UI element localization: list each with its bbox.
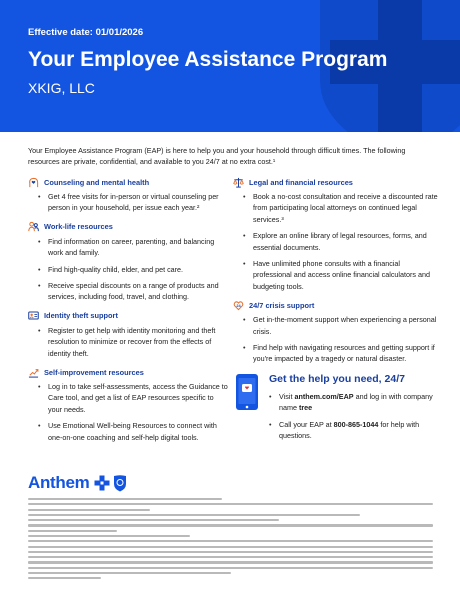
list-item: • Book a no-cost consultation and receive a discounted rate from participating local attorneys on continued legal services.³	[243, 191, 438, 225]
legal-fine-print	[28, 498, 433, 583]
list-item: • Register to get help with identity monitoring and theft resolution to minimize or recover from the effects of identity theft.	[38, 325, 228, 359]
crisis-support-icon	[233, 300, 244, 311]
section-legal-financial	[233, 175, 438, 292]
list-item: • Explore an online library of legal resources, forms, and essential documents.	[243, 230, 438, 253]
section-work-life	[28, 220, 228, 303]
company-code: tree	[298, 403, 313, 413]
section-counseling	[28, 175, 228, 214]
hero-banner	[0, 0, 460, 132]
people-icon	[28, 221, 39, 232]
right-column	[233, 175, 438, 371]
svg-text:24: 24	[236, 303, 241, 308]
section-crisis-support	[233, 298, 438, 365]
section-identity-theft	[28, 309, 228, 359]
brand-logo	[28, 472, 127, 494]
help-title: Get the help you need, 24/7	[269, 373, 405, 385]
list-item: • Find high-quality child, elder, and pet care.	[38, 264, 228, 275]
blue-shield-icon	[113, 475, 127, 492]
scales-icon	[233, 177, 244, 188]
section-title: Legal and financial resources	[249, 177, 353, 187]
eap-website-link[interactable]: anthem.com/EAP	[294, 392, 354, 401]
list-item: • Use Emotional Well-being Resources to connect with one-on-one coaching and self-help digital tools.	[38, 420, 228, 443]
left-column	[28, 175, 228, 449]
section-title: Self-improvement resources	[44, 367, 144, 377]
section-title: Counseling and mental health	[44, 177, 150, 187]
list-item: • Have unlimited phone consults with a financial professional and access online financial calculators and budgeting tools.	[243, 258, 438, 292]
visit-website-item: • Visit anthem.com/EAP and log in with company name tree	[269, 391, 437, 414]
list-item: • Get in-the-moment support when experiencing a personal crisis.	[243, 314, 438, 337]
list-item: • Find information on career, parenting, and balancing work and family.	[38, 236, 228, 259]
growth-icon	[28, 367, 39, 378]
section-title: 24/7 crisis support	[249, 300, 315, 310]
list-item: • Get 4 free visits for in-person or virtual counseling per person in your household, per issue each year.²	[38, 191, 228, 214]
list-item: • Receive special discounts on a range of products and services, including food, travel, and clothing.	[38, 280, 228, 303]
page-title: Your Employee Assistance Program	[28, 48, 388, 71]
call-phone-item: • Call your EAP at 800-865-1044 for help with questions.	[269, 419, 437, 442]
section-self-improvement	[28, 365, 228, 443]
identity-icon	[28, 310, 39, 321]
brand-wordmark: Anthem	[28, 473, 90, 492]
intro-paragraph: Your Employee Assistance Program (EAP) is here to help you and your household through difficult times. The following resources are private, confidential, and available to you 24/7 at no extra cost.¹	[28, 146, 406, 166]
list-item: • Log in to take self-assessments, access the Guidance to Care tool, and get a list of EAP resources specific to your needs.	[38, 381, 228, 415]
list-item: • Find help with navigating resources and getting support if you're impacted by a tragedy or natural disaster.	[243, 342, 438, 365]
eap-phone-number[interactable]: 800-865-1044	[333, 419, 379, 429]
blue-cross-icon	[94, 475, 110, 491]
head-heart-icon	[28, 177, 39, 188]
company-name: XKIG, LLC	[28, 80, 95, 96]
help-callout	[235, 373, 435, 465]
section-title: Work-life resources	[44, 222, 113, 232]
phone-chat-icon	[235, 373, 259, 411]
section-title: Identity theft support	[44, 311, 118, 321]
effective-date: Effective date: 01/01/2026	[28, 27, 144, 38]
